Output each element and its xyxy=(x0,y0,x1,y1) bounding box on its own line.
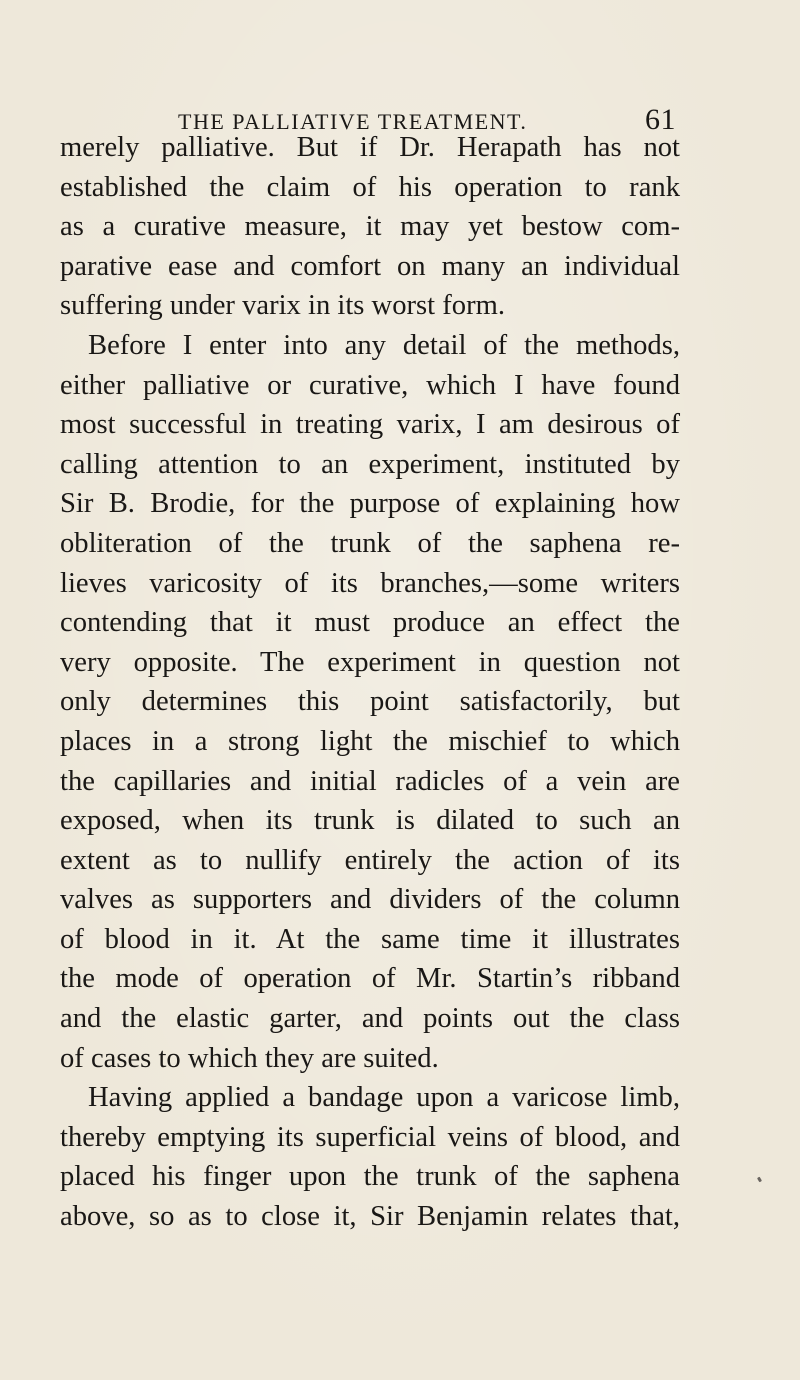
paragraph-2 xyxy=(60,326,680,1078)
text-line: of blood in it. At the same time it illustrates xyxy=(60,923,680,955)
running-title: THE PALLIATIVE TREATMENT. xyxy=(178,109,528,134)
body-text xyxy=(60,128,680,1237)
text-line: only determines this point satisfactorily, but xyxy=(60,686,680,718)
text-line: established the claim of his operation to rank xyxy=(60,171,680,203)
text-line: obliteration of the trunk of the saphena re- xyxy=(60,527,680,559)
text-line: either palliative or curative, which I have found xyxy=(60,369,680,401)
text-line: exposed, when its trunk is dilated to such an xyxy=(60,805,680,837)
text-line: Sir B. Brodie, for the purpose of explaining how xyxy=(60,488,680,520)
text-line: above, so as to close it, Sir Benjamin relates that, xyxy=(60,1201,680,1233)
paragraph-1 xyxy=(60,128,680,326)
page-number: 61 xyxy=(645,103,676,136)
text-line: most successful in treating varix, I am desirous of xyxy=(60,409,680,441)
text-line: extent as to nullify entirely the action of its xyxy=(60,844,680,876)
text-line: the mode of operation of Mr. Startin’s ribband xyxy=(60,963,680,995)
text-line: lieves varicosity of its branches,—some writers xyxy=(60,567,680,599)
text-line: places in a strong light the mischief to which xyxy=(60,725,680,757)
paragraph-3 xyxy=(60,1078,680,1236)
text-line: Before I enter into any detail of the methods, xyxy=(88,329,680,361)
text-line: the capillaries and initial radicles of a vein are xyxy=(60,765,680,797)
text-line: very opposite. The experiment in question not xyxy=(60,646,680,678)
text-line: merely palliative. But if Dr. Herapath has not xyxy=(60,132,680,163)
text-line: valves as supporters and dividers of the column xyxy=(60,884,680,916)
text-line: of cases to which they are suited. xyxy=(60,1042,439,1074)
text-line: contending that it must produce an effect the xyxy=(60,607,680,639)
text-line: Having applied a bandage upon a varicose limb, xyxy=(88,1082,680,1114)
text-line: as a curative measure, it may yet bestow com- xyxy=(60,211,680,243)
text-line: thereby emptying its superficial veins of blood, and xyxy=(60,1121,680,1153)
text-line: calling attention to an experiment, instituted by xyxy=(60,448,680,480)
text-line: placed his finger upon the trunk of the saphena xyxy=(60,1161,680,1193)
text-line: suffering under varix in its worst form. xyxy=(60,290,505,322)
ink-speck xyxy=(757,1177,762,1183)
text-line: parative ease and comfort on many an individual xyxy=(60,250,680,282)
text-line: and the elastic garter, and points out the class xyxy=(60,1003,680,1035)
